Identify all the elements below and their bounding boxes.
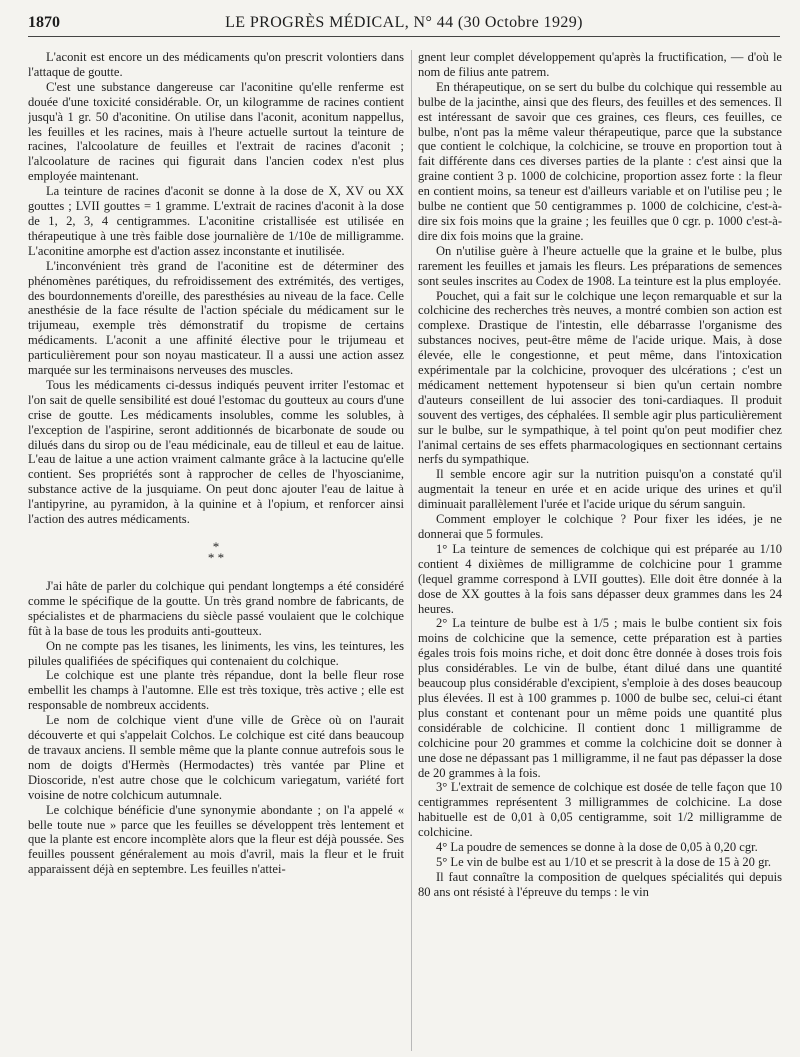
paragraph: On n'utilise guère à l'heure actuelle que la graine et le bulbe, plus rarement les feuilles et jamais les fleurs. Les préparations de semences sont seules inscrites au Codex de 1908. La teinture est la plus employée.: [418, 243, 782, 288]
paragraph: 4° La poudre de semences se donne à la dose de 0,05 à 0,20 cgr.: [436, 840, 758, 855]
section-separator: [28, 541, 404, 563]
paragraph: Il semble encore agir sur la nutrition puisqu'on a constaté qu'il augmentait la teneur en urée et en acide urique des urines et qu'il diminuait parallèlement l'urée et l'acide urique du sérum sanguin.: [418, 467, 782, 512]
left-column: [28, 50, 404, 1051]
paragraph: Il faut connaître la composition de quelques spécialités qui depuis 80 ans ont résisté à l'épreuve du temps : le vin: [418, 869, 782, 899]
paragraph: La teinture de racines d'aconit se donne à la dose de X, XV ou XX gouttes ; LVII gouttes = 1 gramme. L'extrait de racines d'aconit à la dose de 1, 2, 3, 4 centigrammes. L'aconitine cristallisée est utilisée en thérapeutique à une très faible dose journalière de 1/10e de milligramme. L'aconitine amorphe est d'action assez inconstante et inutilisée.: [28, 184, 404, 258]
paragraph: J'ai hâte de parler du colchique qui pendant longtemps a été considéré comme le spécifique de la goutte. Un très grand nombre de fabricants, de spécialistes et de pharmaciens du siècle passé voulaient que le colchique fût à la base de tous les produits anti-goutteux.: [28, 579, 404, 638]
paragraph: gnent leur complet développement qu'après la fructification, — d'où le nom de filius ante patrem.: [418, 50, 782, 79]
paragraph: C'est une substance dangereuse car l'aconitine qu'elle renferme est douée d'une toxicité considérable. Or, un kilogramme de racines contient jusqu'à 1 gr. 50 d'aconitine. On utilise dans l'aconit, aconitum nappellus, les feuilles et les racines, mais à l'heure actuelle surtout la teinture de racines, l'alcoolature de feuilles et l'extrait de racines d'aconit ; l'alcoolature de racines qui figurait dans l'ancien codex n'est plus employée maintenant.: [28, 79, 404, 184]
paragraph: On ne compte pas les tisanes, les liniments, les vins, les teintures, les pilules qualifiées de spécifiques qui contenaient du colchique.: [28, 638, 404, 668]
right-column: [418, 50, 782, 1051]
paragraph: Tous les médicaments ci-dessus indiqués peuvent irriter l'estomac et l'on sait de quelle sensibilité est doué l'estomac du goutteux au cours d'une crise de goutte. Les médicaments insolubles, comme les solubles, à l'exception de l'aspirine, seront additionnés de bicarbonate de soude ou dilués dans du sirop ou de l'eau médicinale, eau de tilleul et eau de laitue. L'eau de laitue a une action vraiment calmante grâce à la lactucine qu'elle contient. Ses propriétés sont à rapprocher de celles de l'hyoscianime, substance active de la jusquiame. On peut donc ajouter l'eau de laitue à l'antipyrine, au pyramidon, à la quinine et à l'opium, et renforcer ainsi l'action des autres médicaments.: [28, 377, 404, 527]
paragraph: En thérapeutique, on se sert du bulbe du colchique qui ressemble au bulbe de la jacinthe, ainsi que des fleurs, des feuilles et des semences. Il est intéressant de savoir que ces graines, ces fleurs, ces feuilles, ce bulbe, n'ont pas la même valeur thérapeutique, parce que la substance que contient le colchique, la colchicine, se trouve en proportion tout à fait différente dans ces diverses parties de la plante : c'est ainsi que la graine contient 3 p. 1000 de colchicine, proportion assez forte : la fleur en contient moins, sa teneur est d'ailleurs variable et on l'utilise peu ; le bulbe ne contient que 50 centigrammes p. 1000 de colchicine, c'est-à-dire six fois moins que la graine ; les feuilles que 0 cgr. p. 1000 c'est-à-dire dix fois moins que la graine.: [418, 79, 782, 243]
page-number: 1870: [28, 14, 60, 31]
paragraph: Le colchique bénéficie d'une synonymie abondante ; on l'a appelé « belle toute nue » parce que les feuilles se développent très lentement et que la plante est encore incomplète alors que la fleur est déjà poussée. Ses feuilles poussent généralement au mois d'avril, mais la fleur et le fruit apparaissent déjà en septembre. Les feuilles n'attei-: [28, 802, 404, 877]
paragraph: Le colchique est une plante très répandue, dont la belle fleur rose embellit les champs à l'automne. Elle est très toxique, très active ; elle est responsable de nombreux accidents.: [28, 668, 404, 713]
separator-stars-bottom: * *: [207, 550, 225, 565]
paragraph: 3° L'extrait de semence de colchique est dosée de telle façon que 10 centigrammes représentent 3 milligrammes de colchicine. La dose habituelle est de 0,01 à 0,05 centigramme, soit 1/2 milligramme de colchicine.: [418, 780, 782, 840]
paragraph: L'inconvénient très grand de l'aconitine est de déterminer des phénomènes parétiques, du refroidissement des extrémités, des vertiges, des bourdonnements d'oreille, des paresthésies au niveau de la face. Celle anesthésie de la face résulte de l'action spéciale du médicament sur le trijumeau, exemple très démonstratif du tropisme de certains médicaments. L'aconit a une affinité élective pour le trijumeau et particulièrement pour son noyau masticateur. Il a aussi une action assez marquée sur les terminaisons nerveuses des muscles.: [28, 258, 404, 378]
paragraph: 2° La teinture de bulbe est à 1/5 ; mais le bulbe contient six fois moins de colchicine que la semence, cette préparation est à parties égales trois fois moins riche, et doit donc être donnée à doses trois fois plus considérables. Le vin de bulbe, étant dilué dans une quantité beaucoup plus considérable d'excipient, s'emploie à des doses beaucoup plus élevées. Il est à 100 grammes p. 1000 de bulbe sec, celui-ci étant plus constant et contenant pour un même poids une quantité plus considérable de colchicine. Il contient donc 1 milligramme de colchicine pour 20 grammes et comme la colchicine doit se donner à une dose ne dépassant pas 1 milligramme, il ne faut pas dépasser la dose de 20 grammes à la fois.: [418, 616, 782, 780]
column-divider: [411, 50, 412, 1051]
paragraph: Pouchet, qui a fait sur le colchique une leçon remarquable et sur la colchicine des recherches très neuves, a montré combien son action est complexe. Drastique de l'intestin, elle débarrasse l'organisme des substances nocives, peut-être même de l'acide urique. Mais, à dose élevée, elle le congestionne, et peut même, dans l'intoxication expérimentale par la colchicine, provoquer des ulcérations ; c'est un médicament nettement hypotenseur si bien qu'un certain nombre d'auteurs conseillent de lui associer des toni-cardiaques. Il produit souvent des vertiges, des céphalées. Il semble agir plus particulièrement sur le bulbe, sur le sympathique, à tel point qu'on peut modifier chez l'animal certains de ses effets pharmacologiques en sectionnant certains nerfs du sympathique.: [418, 288, 782, 467]
page-header: [28, 6, 780, 37]
paragraph: 1° La teinture de semences de colchique qui est préparée au 1/10 contient 4 dixièmes de milligramme de colchicine pour 1 gramme (lequel gramme correspond à LVII gouttes). Elle doit être donnée à la dose de XX gouttes à la fois sans dépasser deux grammes dans les 24 heures.: [418, 541, 782, 616]
separator-star-top: *: [212, 539, 220, 554]
paragraph: 5° Le vin de bulbe est au 1/10 et se prescrit à la dose de 15 à 20 gr.: [436, 854, 771, 869]
paragraph: Le nom de colchique vient d'une ville de Grèce où on l'aurait découverte et qui s'appelait Colchos. Le colchique est cité dans beaucoup de travaux anciens. Il semble même que la plante connue autrefois sous le nom de doigts d'Hermès (Hermodactes) très vantée par Pline et Dioscoride, n'est autre chose que le colchicum variegatum, variété fort voisine de notre colchicum autumnale.: [28, 713, 404, 802]
journal-title: LE PROGRÈS MÉDICAL, N° 44 (30 Octobre 1929): [225, 14, 583, 31]
paragraph: L'aconit est encore un des médicaments qu'on prescrit volontiers dans l'attaque de goutte.: [28, 50, 404, 79]
paragraph: Comment employer le colchique ? Pour fixer les idées, je ne donnerai que 5 formules.: [418, 512, 782, 541]
